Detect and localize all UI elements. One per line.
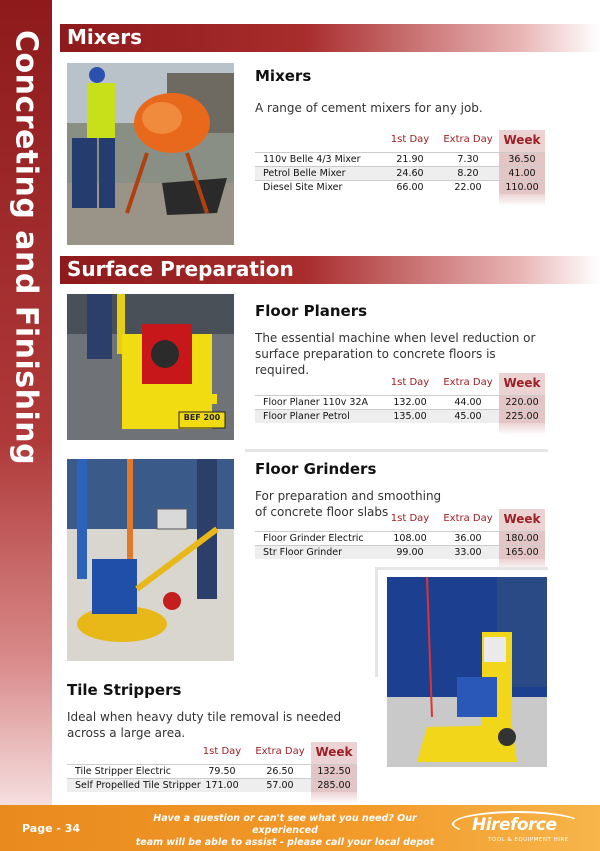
floor-grinder-photo	[67, 459, 234, 661]
item-name: Diesel Site Mixer	[263, 182, 343, 193]
side-banner-title: Concreting and Finishing	[8, 30, 44, 466]
price-1st-day: 24.60	[396, 168, 424, 179]
col-week: Week	[499, 130, 545, 152]
table-row	[255, 166, 545, 180]
table-row	[255, 531, 545, 545]
footer-message	[120, 813, 450, 849]
col-1st-day: 1st Day	[390, 134, 430, 145]
table-row	[67, 764, 357, 778]
planers-title: Floor Planers	[255, 302, 368, 320]
price-1st-day: 99.00	[396, 547, 424, 558]
item-name: Tile Stripper Electric	[75, 766, 171, 777]
col-week: Week	[499, 509, 545, 531]
col-1st-day: 1st Day	[390, 377, 430, 388]
price-extra-day: 45.00	[454, 411, 482, 422]
mixer-photo	[67, 63, 234, 245]
strippers-title: Tile Strippers	[67, 681, 182, 699]
page-number: Page - 34	[22, 822, 81, 835]
item-name: Self Propelled Tile Stripper	[75, 780, 201, 791]
price-extra-day: 57.00	[266, 780, 294, 791]
price-week: 220.00	[499, 396, 545, 409]
price-extra-day: 22.00	[454, 182, 482, 193]
mixers-description: A range of cement mixers for any job.	[255, 101, 483, 115]
footer	[0, 805, 600, 851]
grinders-description: For preparation and smoothing of concrete floor slabs	[255, 489, 442, 519]
price-week: 110.00	[499, 181, 545, 194]
mixers-title: Mixers	[255, 67, 312, 85]
side-banner	[0, 0, 52, 805]
item-name: Floor Planer 110v 32A	[263, 397, 368, 408]
price-extra-day: 8.20	[457, 168, 479, 179]
price-extra-day: 26.50	[266, 766, 294, 777]
section-header-surface-label: Surface Preparation	[67, 257, 294, 281]
divider	[375, 567, 378, 677]
col-extra-day: Extra Day	[255, 746, 305, 757]
section-header-surface-preparation	[60, 256, 600, 284]
item-name: 110v Belle 4/3 Mixer	[263, 154, 361, 165]
table-row	[255, 395, 545, 409]
planers-price-table	[255, 373, 545, 435]
price-table-header	[67, 742, 357, 764]
price-table-header	[255, 509, 545, 531]
price-1st-day: 108.00	[393, 533, 427, 544]
grinders-price-table	[255, 509, 545, 571]
divider	[245, 449, 548, 452]
price-1st-day: 171.00	[205, 780, 239, 791]
tile-stripper-photo	[387, 577, 547, 767]
section-header-mixers	[60, 24, 600, 52]
price-1st-day: 79.50	[208, 766, 236, 777]
table-row	[255, 180, 545, 194]
price-week: 41.00	[499, 167, 545, 180]
table-row	[255, 409, 545, 423]
strippers-description: Ideal when heavy duty tile removal is needed across a large area.	[67, 710, 342, 740]
col-week: Week	[311, 742, 357, 764]
price-week: 165.00	[499, 546, 545, 559]
price-extra-day: 33.00	[454, 547, 482, 558]
col-week: Week	[499, 373, 545, 395]
logo-tagline: TOOL & EQUIPMENT HIRE	[488, 837, 569, 843]
col-extra-day: Extra Day	[443, 134, 493, 145]
item-name: Floor Planer Petrol	[263, 411, 350, 422]
footer-message-line-1: Have a question or can't see what you need? Our experienced	[153, 813, 417, 836]
price-1st-day: 66.00	[396, 182, 424, 193]
logo-name: Hireforce	[472, 815, 557, 835]
grinders-title: Floor Grinders	[255, 460, 377, 478]
price-week: 36.50	[499, 153, 545, 166]
footer-message-line-2: team will be able to assist - please call your local depot	[135, 837, 435, 848]
mixers-price-table	[255, 130, 545, 206]
section-header-mixers-label: Mixers	[67, 25, 142, 49]
strippers-price-table	[67, 742, 357, 804]
col-1st-day: 1st Day	[202, 746, 242, 757]
col-extra-day: Extra Day	[443, 513, 493, 524]
item-name: Floor Grinder Electric	[263, 533, 364, 544]
price-1st-day: 21.90	[396, 154, 424, 165]
col-extra-day: Extra Day	[443, 377, 493, 388]
planers-description: The essential machine when level reduction or surface preparation to concrete floors is required.	[255, 331, 536, 377]
price-extra-day: 7.30	[457, 154, 479, 165]
planer-model-label: BEF 200	[183, 413, 221, 422]
price-week: 132.50	[311, 765, 357, 778]
price-table-header	[255, 130, 545, 152]
price-week: 225.00	[499, 410, 545, 423]
floor-planer-photo	[67, 294, 234, 440]
price-extra-day: 36.00	[454, 533, 482, 544]
price-extra-day: 44.00	[454, 397, 482, 408]
table-row	[255, 152, 545, 166]
item-name: Petrol Belle Mixer	[263, 168, 346, 179]
item-name: Str Floor Grinder	[263, 547, 343, 558]
col-1st-day: 1st Day	[390, 513, 430, 524]
hireforce-logo	[452, 809, 592, 847]
price-table-header	[255, 373, 545, 395]
table-row	[67, 778, 357, 792]
price-1st-day: 135.00	[393, 411, 427, 422]
divider	[375, 567, 548, 570]
table-row	[255, 545, 545, 559]
price-week: 180.00	[499, 532, 545, 545]
price-1st-day: 132.00	[393, 397, 427, 408]
price-week: 285.00	[311, 779, 357, 792]
